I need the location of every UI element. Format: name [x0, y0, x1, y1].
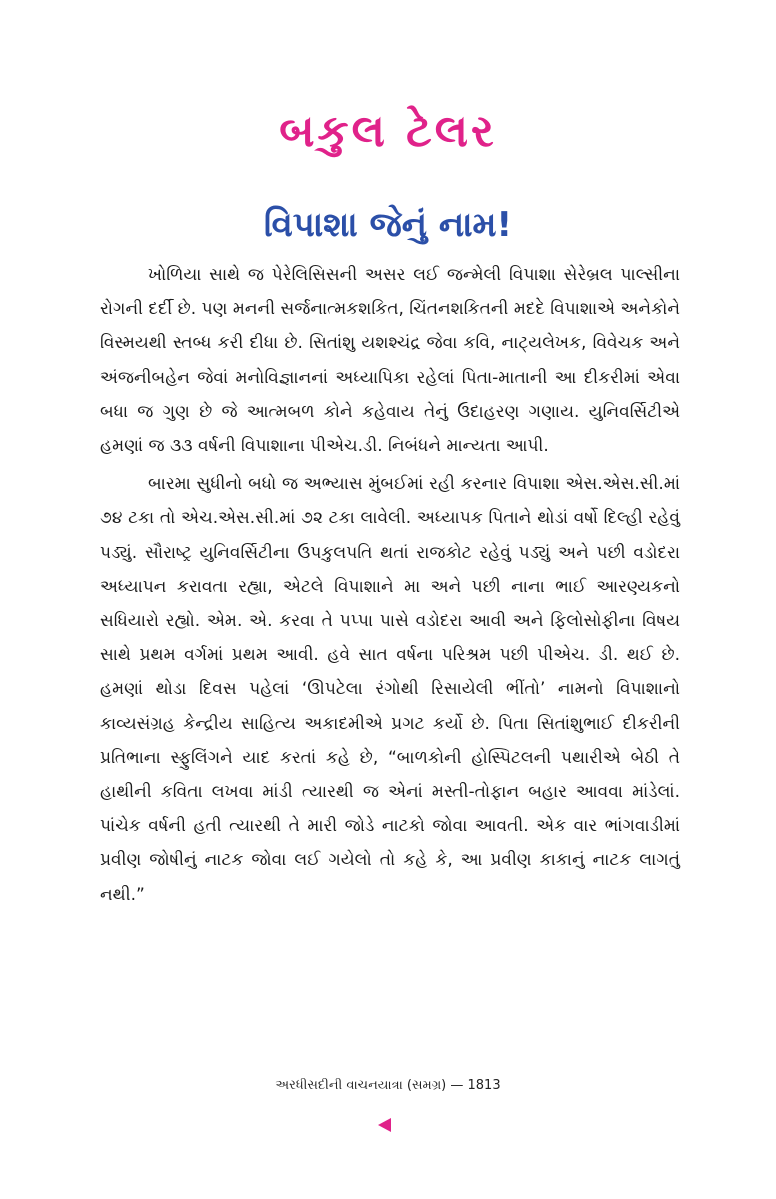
story-title: વિપાશા જેનું નામ!: [263, 205, 513, 245]
previous-page-icon[interactable]: [378, 1118, 391, 1132]
author-heading: બકુલ ટેલર: [279, 106, 497, 157]
paragraph-2: બારમા સુધીનો બધો જ અભ્યાસ મુંબઈમાં રહી કરનાર વિપાશા એસ.એસ.સી.માં ૭૪ ટકા તો એચ.એસ.સી.માં ૭૨ ટકા લાવેલી. અધ્યાપક પિતાને થોડાં વર્ષો દિલ્હી રહેવું પડ્યું. સૌરાષ્ટ્ર યુનિવર્સિટીના ઉપકુલપતિ થતાં રાજકોટ રહેવું પડ્યું અને પછી વડોદરા અધ્યાપન કરાવતા રહ્યા, એટલે વિપાશાને મા અને પછી નાના ભાઈ આરણ્યકનો સધિયારો રહ્યો. એમ. એ. કરવા તે પપ્પા પાસે વડોદરા આવી અને ફિલોસોફીના વિષય સાથે પ્રથમ વર્ગમાં પ્રથમ આવી. હવે સાત વર્ષના પરિશ્રમ પછી પીએચ. ડી. થઈ છે. હમણાં થોડા દિવસ પહેલાં ‘ઊપટેલા રંગોથી રિસાયેલી ભીંતો’ નામનો વિપાશાનો કાવ્યસંગ્રહ કેન્દ્રીય સાહિત્ય અકાદમીએ પ્રગટ કર્યો છે. પિતા સિતાંશુભાઈ દીકરીની પ્રતિભાના સ્ફુલિંગને યાદ કરતાં કહે છે, “બાળકોની હોસ્પિટલની પથારીએ બેઠી તે હાથીની કવિતા લખવા માંડી ત્યારથી જ એનાં મસ્તી-તોફાન બહાર આવવા માંડેલાં. પાંચેક વર્ષની હતી ત્યારથી તે મારી જોડે નાટકો જોવા આવતી. એક વાર ભાંગવાડીમાં પ્રવીણ જોષીનું નાટક જોવા લઈ ગયેલો તો કહે કે, આ પ્રવીણ કાકાનું નાટક લાગતું નથી.”: [100, 474, 680, 905]
paragraph-1: ખોળિયા સાથે જ પેરેલિસિસની અસર લઈ જન્મેલી વિપાશા સેરેબ્રલ પાલ્સીના રોગની દર્દી છે. પણ મનની સર્જનાત્મકશકિત, ચિંતનશકિતની મદદે વિપાશાએ અનેકોને વિસ્મયથી સ્તબ્ધ કરી દીધા છે. સિતાંશુ યશશ્ચંદ્ર જેવા કવિ, નાટ્યલેખક, વિવેચક અને અંજનીબહેન જેવાં મનોવિજ્ઞાનનાં અધ્યાપિકા રહેલાં પિતા-માતાની આ દીકરીમાં એવા બધા જ ગુણ છે જે આત્મબળ કોને કહેવાય તેનું ઉદાહરણ ગણાય. યુનિવર્સિટીએ હમણાં જ ૩૩ વર્ષની વિપાશાના પીએચ.ડી. નિબંધને માન્યતા આપી.: [100, 265, 680, 457]
page-footer: અરધીસદીની વાચનયાત્રા (સમગ્ર) — 1813: [275, 1078, 501, 1093]
article-body: [100, 258, 680, 916]
